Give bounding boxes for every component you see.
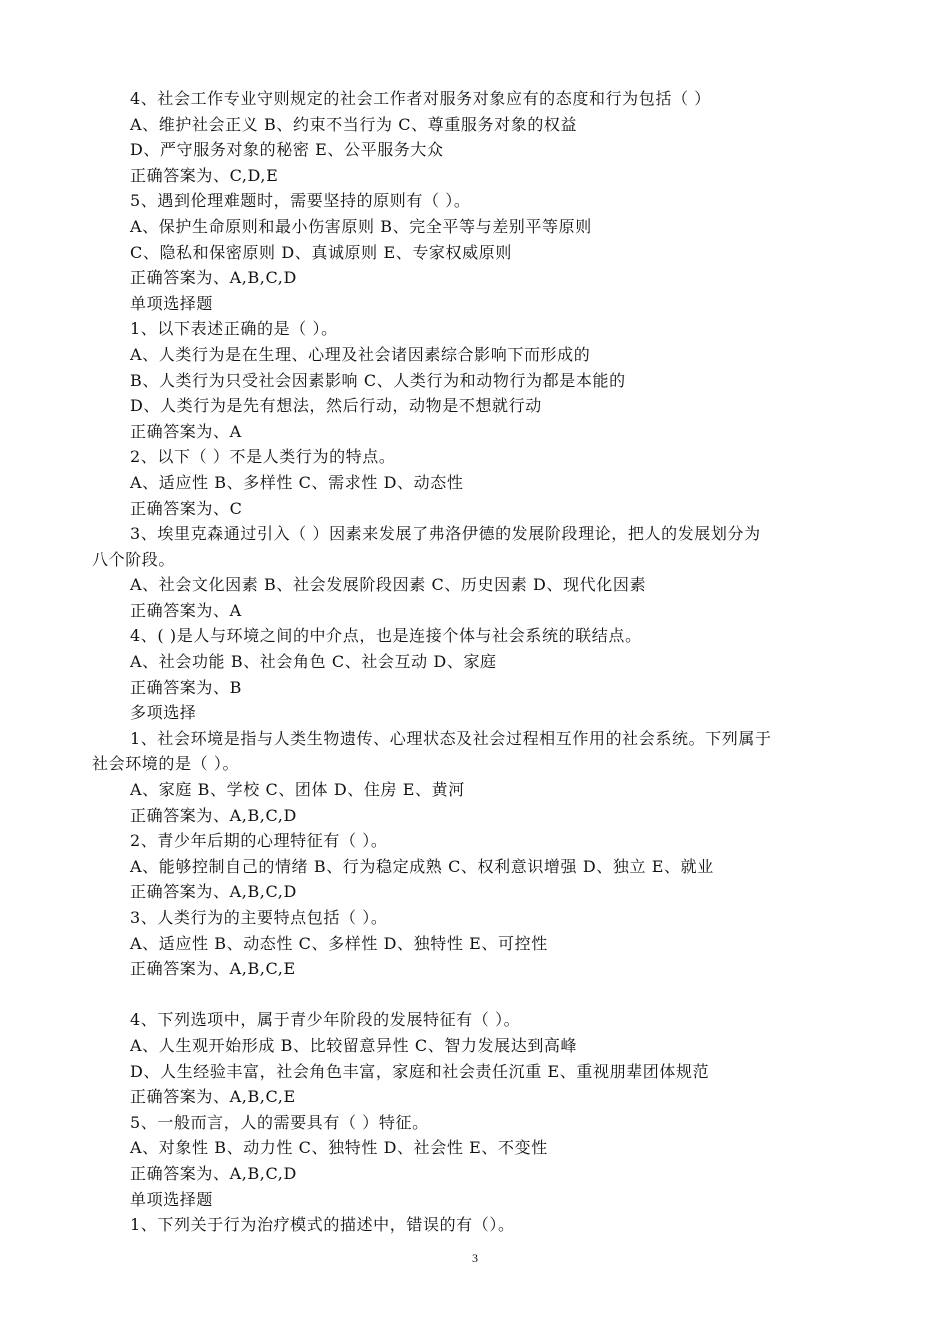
answer-line: 正确答案为、A bbox=[130, 600, 242, 620]
text-line: A、人生观开始形成 B、比较留意异性 C、智力发展达到高峰 bbox=[130, 1035, 578, 1055]
section-heading: 多项选择 bbox=[130, 703, 197, 723]
text-line: A、对象性 B、动力性 C、独特性 D、社会性 E、不变性 bbox=[130, 1138, 548, 1158]
text-line: D、人类行为是先有想法，然后行动，动物是不想就行动 bbox=[130, 396, 542, 416]
text-line: 1、以下表述正确的是（ ）。 bbox=[130, 319, 338, 339]
text-line: D、人生经验丰富，社会角色丰富，家庭和社会责任沉重 E、重视朋辈团体规范 bbox=[130, 1061, 710, 1081]
answer-line: 正确答案为、C bbox=[130, 498, 243, 518]
text-line: 5、遇到伦理难题时，需要坚持的原则有（ ）。 bbox=[130, 191, 471, 211]
text-line: 3、人类行为的主要特点包括（ ）。 bbox=[130, 908, 388, 927]
answer-line: 正确答案为、A,B,C,D bbox=[130, 268, 297, 288]
text-line: A、能够控制自己的情绪 B、行为稳定成熟 C、权利意识增强 D、独立 E、就业 bbox=[130, 856, 714, 876]
text-line: A、适应性 B、动态性 C、多样性 D、独特性 E、可控性 bbox=[130, 933, 548, 953]
text-line: B、人类行为只受社会因素影响 C、人类行为和动物行为都是本能的 bbox=[130, 370, 626, 390]
section-heading: 单项选择题 bbox=[130, 1189, 214, 1209]
text-line: A、人类行为是在生理、心理及社会诸因素综合影响下而形成的 bbox=[130, 344, 591, 364]
text-line: A、社会文化因素 B、社会发展阶段因素 C、历史因素 D、现代化因素 bbox=[130, 575, 647, 595]
text-line-continuation: 八个阶段。 bbox=[92, 549, 176, 569]
answer-line: 正确答案为、A,B,C,D bbox=[130, 805, 297, 825]
answer-line: 正确答案为、A,B,C,D bbox=[130, 1163, 297, 1183]
text-line: A、社会功能 B、社会角色 C、社会互动 D、家庭 bbox=[130, 652, 497, 672]
page-number: 3 bbox=[472, 1251, 478, 1265]
text-line: 4、( )是人与环境之间的中介点，也是连接个体与社会系统的联结点。 bbox=[130, 626, 642, 646]
text-line: 2、青少年后期的心理特征有（ ）。 bbox=[130, 831, 388, 851]
document-body bbox=[92, 86, 868, 1238]
answer-line: 正确答案为、C,D,E bbox=[130, 165, 279, 185]
text-line: 5、一般而言，人的需要具有（ ）特征。 bbox=[130, 1112, 429, 1132]
text-line: 1、社会环境是指与人类生物遗传、心理状态及社会过程相互作用的社会系统。下列属于 bbox=[130, 728, 772, 748]
text-line: D、严守服务对象的秘密 E、公平服务大众 bbox=[130, 140, 444, 160]
text-line: C、隐私和保密原则 D、真诚原则 E、专家权威原则 bbox=[130, 242, 512, 262]
text-line: A、维护社会正义 B、约束不当行为 C、尊重服务对象的权益 bbox=[130, 114, 578, 134]
answer-line: 正确答案为、B bbox=[130, 677, 242, 697]
text-line: 4、下列选项中，属于青少年阶段的发展特征有（ ）。 bbox=[130, 1010, 521, 1030]
answer-line: 正确答案为、A,B,C,E bbox=[130, 959, 296, 979]
text-line-continuation: 社会环境的是（ ）。 bbox=[92, 754, 240, 774]
blank-line bbox=[92, 982, 868, 1008]
section-heading: 单项选择题 bbox=[130, 293, 214, 313]
answer-line: 正确答案为、A bbox=[130, 421, 242, 441]
text-line: 4、社会工作专业守则规定的社会工作者对服务对象应有的态度和行为包括（ ） bbox=[130, 89, 711, 108]
text-line: A、保护生命原则和最小伤害原则 B、完全平等与差别平等原则 bbox=[130, 216, 592, 236]
text-line: A、家庭 B、学校 C、团体 D、住房 E、黄河 bbox=[130, 780, 465, 800]
answer-line: 正确答案为、A,B,C,E bbox=[130, 1087, 296, 1107]
answer-line: 正确答案为、A,B,C,D bbox=[130, 882, 297, 902]
text-line: 3、埃里克森通过引入（ ）因素来发展了弗洛伊德的发展阶段理论，把人的发展划分为 bbox=[130, 524, 761, 544]
text-line: 1、下列关于行为治疗模式的描述中，错误的有（）。 bbox=[130, 1215, 515, 1235]
text-line: 2、以下（ ）不是人类行为的特点。 bbox=[130, 447, 396, 467]
text-line: A、适应性 B、多样性 C、需求性 D、动态性 bbox=[130, 472, 464, 492]
